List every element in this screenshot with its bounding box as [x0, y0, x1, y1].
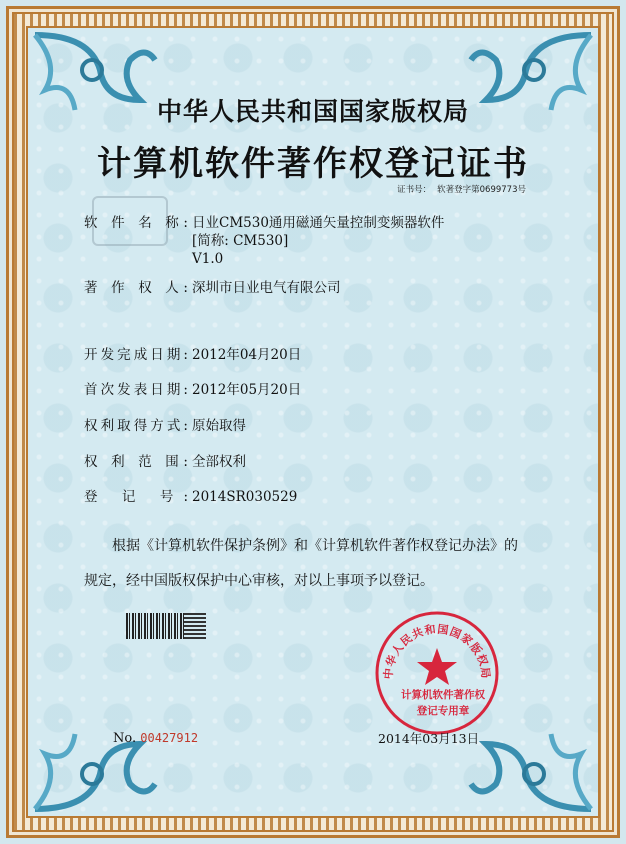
- statement-line-2: 规定，经中国版权保护中心审核，对以上事项予以登记。: [84, 573, 434, 589]
- acquisition-method-value: 原始取得: [192, 418, 246, 434]
- barcode: [126, 613, 184, 639]
- seal-line-2: 登记专用章: [416, 705, 470, 717]
- field-owner: [84, 279, 341, 297]
- publication-date-value: 2012年05月20日: [192, 382, 302, 398]
- software-name-value: [192, 214, 444, 268]
- acquisition-method-label: 权利取得方式:: [84, 418, 188, 434]
- software-version: V1.0: [192, 251, 224, 267]
- field-acquisition-method: [84, 417, 246, 435]
- seal-star-icon: [417, 648, 457, 685]
- registration-number-label: 登 记 号:: [84, 489, 188, 505]
- serial-number: [113, 731, 198, 746]
- seal-ring-text: 中华人民共和国国家版权局: [381, 622, 493, 680]
- development-date-value: 2012年04月20日: [192, 347, 302, 363]
- development-date-label: 开发完成日期:: [84, 347, 188, 363]
- field-registration-number: [84, 488, 297, 506]
- owner-value: 深圳市日业电气有限公司: [192, 280, 341, 296]
- statement-line-1: 根据《计算机软件保护条例》和《计算机软件著作权登记办法》的: [112, 538, 518, 554]
- owner-label: 著 作 权 人:: [84, 280, 188, 296]
- barcode-extension: [184, 613, 206, 639]
- software-name-label: 软 件 名 称:: [84, 215, 188, 231]
- issuing-authority: 中华人民共和国国家版权局: [156, 97, 469, 126]
- software-name-line1: 日业CM530通用磁通矢量控制变频器软件: [192, 215, 445, 231]
- seal-line-1: 计算机软件著作权: [401, 689, 485, 701]
- certificate-number-value: 软著登字第0699773号: [437, 185, 526, 195]
- certificate-number: [391, 183, 526, 195]
- software-name-short: [简称: CM530]: [192, 233, 289, 249]
- certificate-number-label: 证书号：: [397, 185, 432, 195]
- field-development-date: [84, 346, 301, 364]
- field-software-name: [84, 214, 444, 268]
- issue-date: 2014年03月13日: [378, 731, 480, 746]
- official-seal: [372, 608, 502, 738]
- certificate-title: 计算机软件著作权登记证书: [97, 144, 529, 184]
- field-publication-date: [84, 381, 301, 399]
- serial-prefix: No.: [113, 731, 137, 746]
- rights-scope-value: 全部权利: [192, 454, 246, 470]
- registration-number-value: 2014SR030529: [192, 489, 298, 505]
- publication-date-label: 首次发表日期:: [84, 382, 188, 398]
- rights-scope-label: 权 利 范 围:: [84, 454, 188, 470]
- field-rights-scope: [84, 453, 246, 471]
- serial-value: 00427912: [140, 731, 199, 745]
